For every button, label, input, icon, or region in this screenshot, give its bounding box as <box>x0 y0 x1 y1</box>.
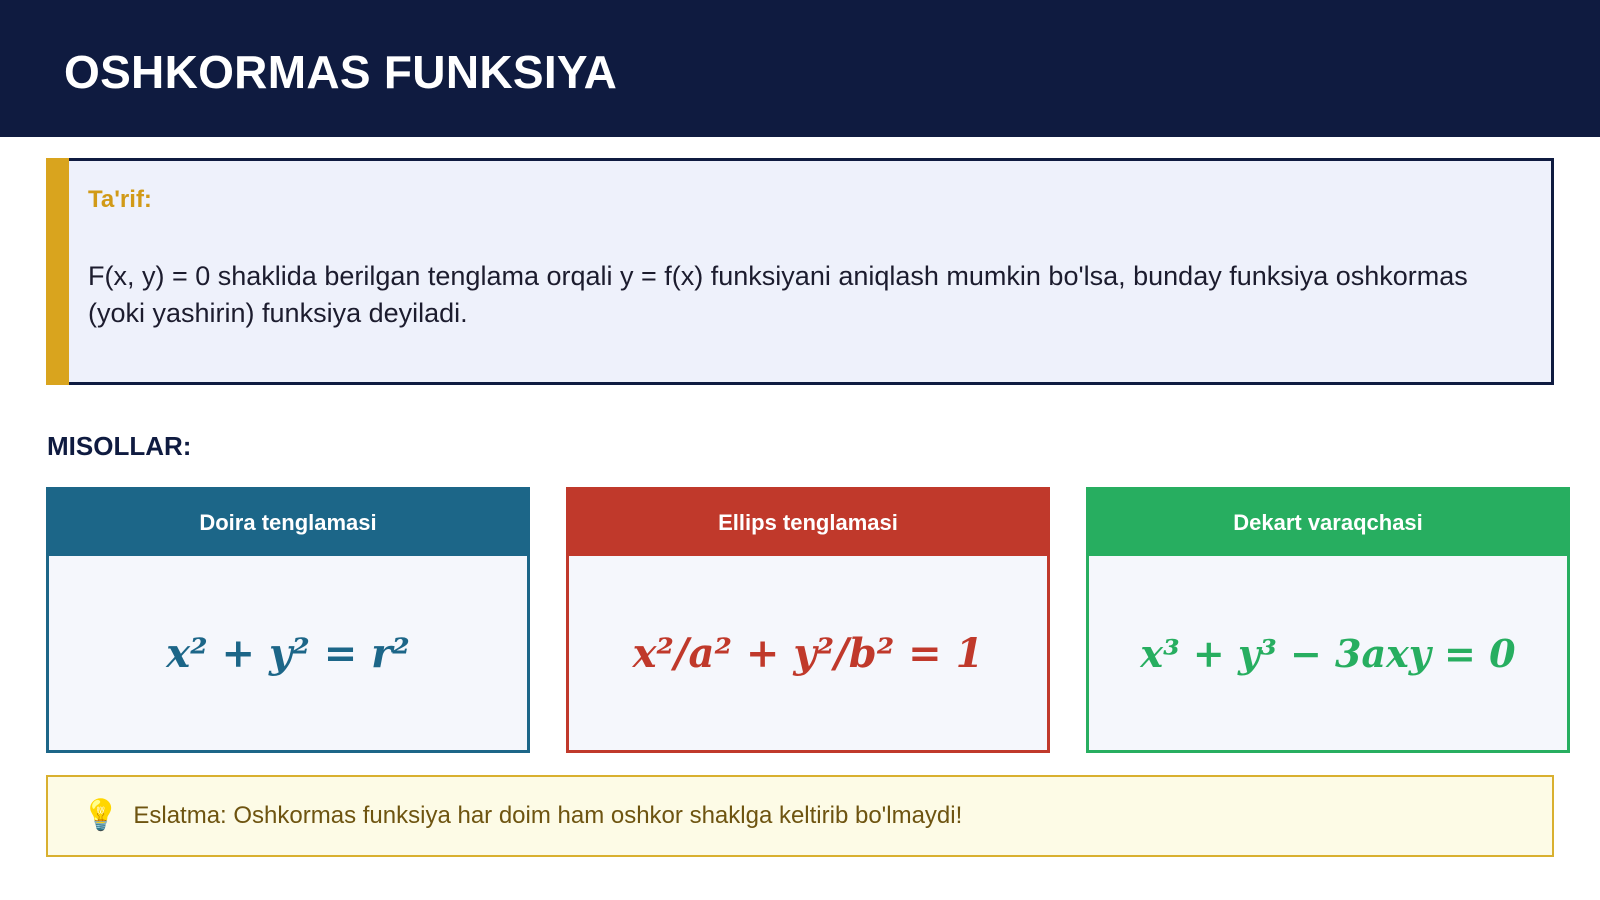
card-title: Doira tenglamasi <box>49 490 527 556</box>
card-title: Ellips tenglamasi <box>569 490 1047 556</box>
example-card-folium <box>1086 487 1570 753</box>
note-text: Eslatma: Oshkormas funksiya har doim ham oshkor shaklga keltirib bo'lmaydi! <box>133 802 963 829</box>
definition-text: F(x, y) = 0 shaklida berilgan tenglama orqali y = f(x) funksiyani aniqlash mumkin bo'lsa, bunday funksiya oshkormas (yoki yashirin) funksiya deyiladi. <box>88 261 1468 328</box>
note-box <box>46 775 1554 857</box>
formula-ellipse: x²/a² + y²/b² = 1 <box>632 629 984 677</box>
definition-accent-bar <box>46 158 69 385</box>
example-card-ellipse <box>566 487 1050 753</box>
definition-box <box>46 158 1554 385</box>
examples-heading: MISOLLAR: <box>47 431 192 461</box>
page-title: OSHKORMAS FUNKSIYA <box>64 46 618 98</box>
formula-folium: x³ + y³ − 3axy = 0 <box>1140 630 1516 676</box>
card-title: Dekart varaqchasi <box>1089 490 1567 556</box>
card-body <box>49 556 527 750</box>
header-bar <box>0 0 1600 137</box>
definition-label: Ta'rif: <box>88 186 152 213</box>
example-card-circle <box>46 487 530 753</box>
lightbulb-icon: 💡 <box>82 799 120 832</box>
card-body <box>1089 556 1567 750</box>
formula-circle: x² + y² = r² <box>166 629 410 677</box>
card-body <box>569 556 1047 750</box>
